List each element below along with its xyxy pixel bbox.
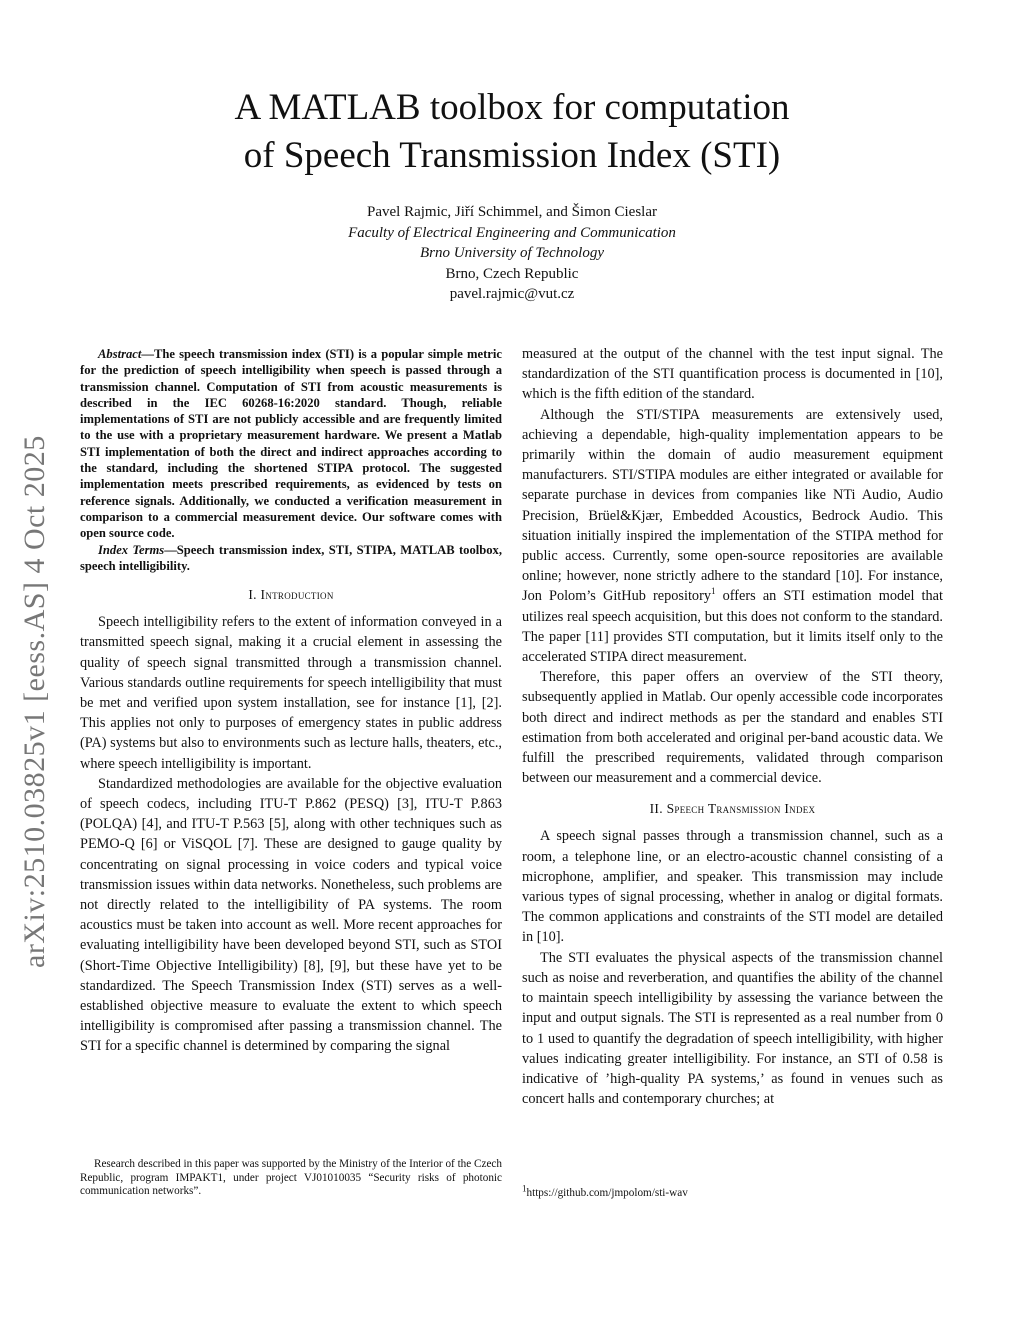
section-number: I.: [248, 587, 261, 603]
right-paragraph-3: Therefore, this paper offers an overview of the STI theory, subsequently applied in Matlab. Our openly accessible code incorporates both direct and indirect methods as per the standard and enables STI estimation from both accelerated and original per-band acoustic data. We fulfill the prescribed requirements, validated through comparison between our measurement and a commercial device.: [522, 669, 943, 787]
index-terms-text: —Speech transmission index, STI, STIPA, MATLAB toolbox, speech intelligibility.: [80, 542, 502, 573]
sti-paragraph-1: A speech signal passes through a transmission channel, such as a room, a telephone line, or an electro-acoustic channel consisting of a microphone, amplifier, and speaker. This transmission may include various types of signal processing, whether in analog or digital formats. The common applications and constraints of the STI model are detailed in [10].: [522, 828, 943, 946]
abstract: [80, 346, 502, 542]
section-heading-introduction: [80, 587, 502, 603]
section-title: Speech Transmission Index: [666, 801, 816, 817]
right-paragraph-2: [522, 405, 943, 668]
title-line-1: A MATLAB toolbox for computation: [234, 87, 790, 128]
affiliation-university: Brno University of Technology: [419, 245, 604, 261]
right-column: [522, 344, 943, 1109]
paper-title: [0, 84, 1024, 180]
funding-footnote-text: Research described in this paper was supported by the Ministry of the Interior of the Czech Republic, program IMPAKT1, under project VJ01010035 “Security risks of photonic communication networks”.: [80, 1158, 502, 1198]
index-terms-label: Index Terms: [98, 542, 165, 557]
abstract-label: Abstract: [98, 347, 142, 361]
url-footnote-mark: 1: [522, 1183, 527, 1194]
sti-paragraph-2: The STI evaluates the physical aspects of the transmission channel such as noise and reverberation, and quantifies the ability of the channel to maintain speech intelligibility by assessing the variance between the input and output signals. The STI is represented as a real number from 0 to 1 used to quantify the degradation of speech intelligibility, with higher values indicating greater intelligibility. For instance, an STI of 0.58 is indicative of ’high-quality PA systems,’ as found in venues such as concert halls and contemporary churches; at: [522, 949, 943, 1108]
abstract-text: —The speech transmission index (STI) is a popular simple metric for the prediction of speech intelligibility when speech is passed through a transmission channel. Computation of STI from acoustic measurements is described in the IEC 60268-16:2020 standard. Though, reliable implementations of STI are not publicly accessible and are frequently limited to the use with a proprietary measurement hardware. We present a Matlab STI implementation of both the direct and indirect approaches according to the standard, including the shortened STIPA protocol. The suggested implementation meets prescribed requirements, as evidenced by tests on reference signals. Additionally, we conducted a verification measurement in comparison to a commercial measurement device. Our software comes with open source code.: [80, 347, 502, 541]
index-terms: [80, 542, 502, 575]
affiliation-faculty: Faculty of Electrical Engineering and Communication: [348, 224, 676, 241]
url-footnote: [522, 1183, 943, 1200]
affiliation-location: Brno, Czech Republic: [445, 265, 579, 282]
footnote-marker[interactable]: 1: [710, 586, 716, 597]
intro-paragraph-1: Speech intelligibility refers to the extent of information conveyed in a transmitted speech signal, making it a crucial element in assessing the quality of speech signal transmitted through a transmission channel. Various standards outline requirements for speech intelligibility that must be met and verified upon system installation, see for instance [1], [2]. This applies not only to purposes of emergency states in public address (PA) systems but also to environments such as lecture halls, theaters, etc., where speech intelligibility is important.: [80, 614, 502, 772]
author-block: [0, 202, 1024, 305]
right-paragraph-2-continued: offers an STI estimation model that utilizes real speech acquisition, but this does not conform to the standard. The paper [11] provides STI computation, but it limits itself only to the accelerated STIPA direct measurement.: [522, 588, 943, 666]
right-paragraph-1: measured at the output of the channel with the test input signal. The standardization of the STI quantification process is documented in [10], which is the fifth edition of the standard.: [522, 346, 943, 403]
funding-footnote: [80, 1158, 502, 1199]
intro-paragraph-2: Standardized methodologies are available for the objective evaluation of speech codecs, including ITU-T P.862 (PESQ) [3], ITU-T P.863 (POLQA) [4], and ITU-T P.563 [5], along with other techniques such as PEMO-Q [6] or ViSQOL [7]. These are designed to gauge quality by concentrating on signal processing in voice coders and typical voice transmission issues within data networks. Nonetheless, such problems are not directly related to the intelligibility of PA systems. The room acoustics must be taken into account as well. More recent approaches for evaluating intelligibility have been developed beyond STI, such as STOI (Short-Time Objective Intelligibility) [8], [9], but these have yet to be standardized. The Speech Transmission Index (STI) serves as a well-established objective measure to evaluate the extent to which speech intelligibility is compromised after passing a transmission channel. The STI for a specific channel is determined by comparing the signal: [80, 775, 502, 1055]
arxiv-identifier: arXiv:2510.03825v1 [eess.AS] 4 Oct 2025: [18, 435, 51, 968]
right-paragraph-2-text: Although the STI/STIPA measurements are extensively used, achieving a dependable, high-quality implementation appears to be primarily within the domain of audio measurement equipment manufacturers. STI/STIPA modules are either integrated or available for separate purchase in devices from companies like NTi Audio, Audio Precision, Brüel&Kjær, Embedded Acoustics, Bedrock Audio. This situation initially inspired the implementation of the STIPA method for public access. Currently, some open-source repositories are available online; however, none strictly adhere to the standard [10]. For instance, Jon Polom’s GitHub repository: [522, 406, 943, 605]
title-line-2: of Speech Transmission Index (STI): [243, 135, 781, 176]
url-footnote-link[interactable]: https://github.com/jmpolom/sti-wav: [526, 1187, 688, 1199]
section-number: II.: [649, 801, 667, 817]
author-names: Pavel Rajmic, Jiří Schimmel, and Šimon Cieslar: [367, 204, 657, 220]
section-title: Introduction: [260, 587, 334, 603]
left-column: [80, 346, 502, 1057]
section-heading-sti: [522, 801, 943, 817]
author-email[interactable]: pavel.rajmic@vut.cz: [449, 286, 575, 302]
